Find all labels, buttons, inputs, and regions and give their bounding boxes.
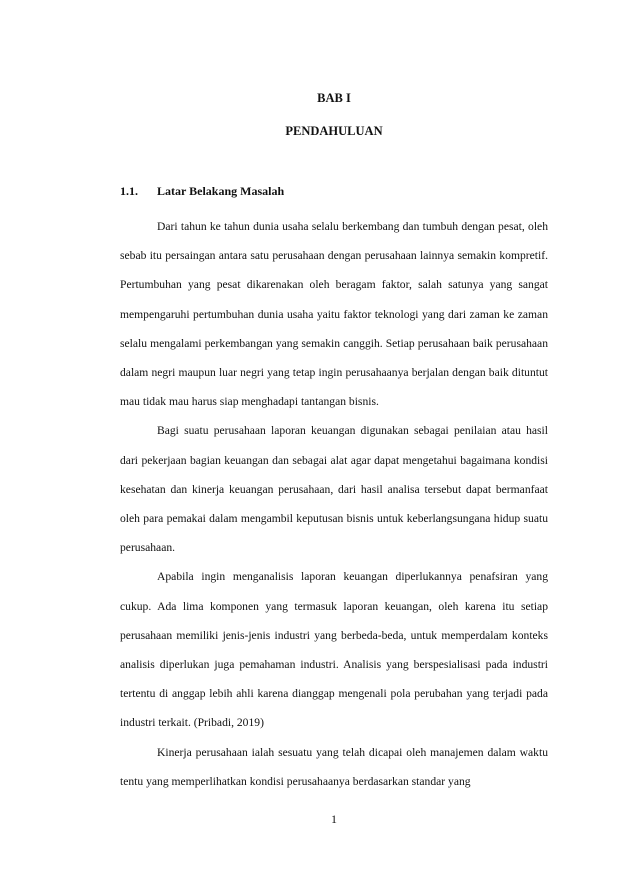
page-number: 1 — [331, 812, 337, 826]
paragraph: Dari tahun ke tahun dunia usaha selalu berkembang dan tumbuh dengan pesat, oleh sebab itu persaingan antara satu perusahaan dengan perusahaan lainnya semakin kompretif. Pertumbuhan yang pesat dikarenakan oleh beragam faktor, salah satunya yang sangat mempengaruhi pertumbuhan dunia usaha yaitu faktor teknologi yang dari zaman ke zaman selalu mengalami perkembangan yang semakin canggih. Setiap perusahaan baik perusahaan dalam negri maupun luar negri yang tetap ingin perusahaanya berjalan dengan baik dituntut mau tidak mau harus siap menghadapi tantangan bisnis. — [120, 220, 548, 409]
section-number: 1.1. — [120, 184, 138, 198]
section-title: Latar Belakang Masalah — [157, 184, 285, 198]
chapter-label: BAB I — [317, 91, 351, 105]
paragraph: Bagi suatu perusahaan laporan keuangan digunakan sebagai penilaian atau hasil dari pekerjaan bagian keuangan dan sebagai alat agar dapat mengetahui bagaimana kondisi kesehatan dan kinerja keuangan perusahaan, dari hasil analisa tersebut dapat bermanfaat oleh para pemakai dalam mengambil keputusan bisnis untuk keberlangsungana hidup suatu perusahaan. — [120, 424, 548, 555]
section-heading — [120, 184, 548, 199]
body-text — [120, 212, 548, 796]
paragraph: Apabila ingin menganalisis laporan keuangan diperlukannya penafsiran yang cukup. Ada lima komponen yang termasuk laporan keuangan, oleh karena itu setiap perusahaan memiliki jenis-jenis industri yang berbeda-beda, untuk memperdalam konteks analisis diperlukan juga pemahaman industri. Analisis yang berspesialisasi pada industri tertentu di anggap lebih ahli karena dianggap mengenali pola perubahan yang terjadi pada industri terkait. (Pribadi, 2019) — [120, 570, 548, 730]
paragraph: Kinerja perusahaan ialah sesuatu yang telah dicapai oleh manajemen dalam waktu tentu yang memperlihatkan kondisi perusahaanya berdasarkan standar yang — [120, 745, 548, 788]
chapter-title: PENDAHULUAN — [285, 124, 383, 138]
